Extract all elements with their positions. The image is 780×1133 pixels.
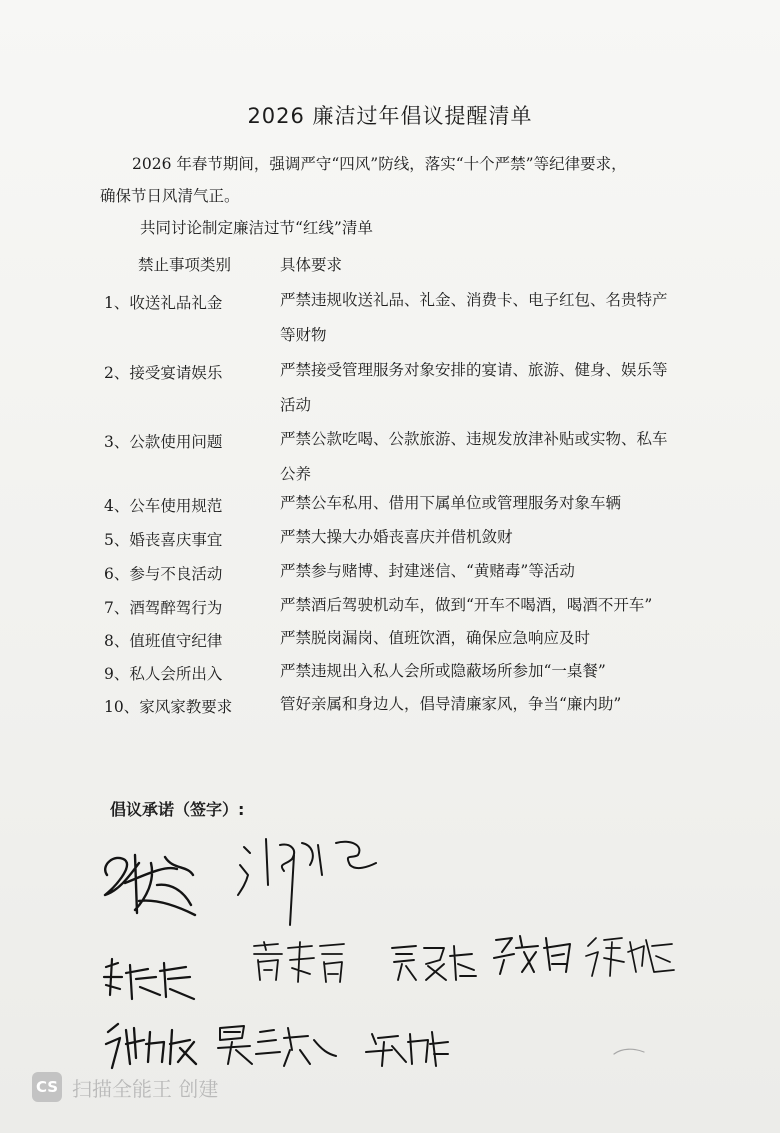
handwritten-signature-icon — [210, 1020, 340, 1072]
signature-2 — [232, 825, 382, 939]
row-requirement: 严禁酒后驾驶机动车，做到“开车不喝酒，喝酒不开车” — [280, 596, 653, 614]
handwritten-signature-icon — [95, 835, 205, 925]
column-header-category: 禁止事项类别 — [138, 256, 232, 274]
row-category: 4、公车使用规范 — [104, 497, 223, 515]
row-requirement: 管好亲属和身边人，倡导清廉家风，争当“廉内助” — [280, 695, 622, 713]
handwritten-signature-icon — [362, 1026, 452, 1070]
row-category: 10、家风家教要求 — [104, 698, 233, 716]
handwritten-signature-icon — [232, 825, 382, 935]
handwritten-signature-icon — [248, 938, 348, 990]
camscanner-logo-icon: CS — [32, 1072, 62, 1102]
intro-line-1: 2026 年春节期间，强调严守“四风”防线，落实“十个严禁”等纪律要求， — [132, 155, 627, 173]
row-requirement: 严禁违规出入私人会所或隐蔽场所参加“一桌餐” — [280, 662, 606, 680]
handwritten-signature-icon — [582, 932, 677, 980]
handwritten-signature-icon — [388, 940, 478, 984]
handwritten-signature-icon — [610, 1040, 650, 1060]
signature-5 — [388, 940, 478, 988]
signature-3 — [100, 955, 200, 1009]
row-category: 7、酒驾醉驾行为 — [104, 599, 223, 617]
row-requirement: 严禁公款吃喝、公款旅游、违规发放津补贴或实物、私车公养 — [280, 430, 668, 483]
signature-7 — [582, 932, 677, 984]
row-category: 1、收送礼品礼金 — [104, 294, 223, 312]
row-category: 5、婚丧喜庆事宜 — [104, 531, 223, 549]
signature-1 — [95, 835, 205, 929]
handwritten-signature-icon — [490, 930, 580, 980]
signature-9 — [210, 1020, 340, 1076]
signature-4 — [248, 938, 348, 994]
watermark-text: 扫描全能王 创建 — [72, 1076, 219, 1101]
row-requirement: 严禁公车私用、借用下属单位或管理服务对象车辆 — [280, 494, 622, 512]
row-category: 6、参与不良活动 — [104, 565, 223, 583]
row-category: 8、值班值守纪律 — [104, 632, 223, 650]
intro-line-2: 确保节日风清气正。 — [100, 187, 240, 205]
row-requirement: 严禁脱岗漏岗、值班饮酒，确保应急响应及时 — [280, 629, 591, 647]
row-requirement: 严禁大操大办婚丧喜庆并借机敛财 — [280, 528, 513, 546]
handwritten-signature-icon — [100, 955, 200, 1005]
row-category: 9、私人会所出入 — [104, 665, 223, 683]
signature-11 — [610, 1040, 650, 1064]
signature-6 — [490, 930, 580, 984]
pledge-label: 倡议承诺（签字）: — [110, 800, 245, 819]
row-category: 3、公款使用问题 — [104, 433, 223, 451]
row-requirement: 严禁接受管理服务对象安排的宴请、旅游、健身、娱乐等活动 — [280, 361, 668, 414]
signature-10 — [362, 1026, 452, 1074]
list-subheading: 共同讨论制定廉洁过节“红线”清单 — [140, 219, 373, 237]
column-header-requirement: 具体要求 — [280, 256, 343, 274]
scanner-watermark — [32, 1070, 218, 1104]
row-requirement: 严禁违规收送礼品、礼金、消费卡、电子红包、名贵特产等财物 — [280, 291, 668, 344]
row-category: 2、接受宴请娱乐 — [104, 364, 223, 382]
handwritten-signature-icon — [100, 1018, 210, 1078]
row-requirement: 严禁参与赌博、封建迷信、“黄赌毒”等活动 — [280, 562, 575, 580]
document-title: 2026 廉洁过年倡议提醒清单 — [247, 104, 533, 128]
